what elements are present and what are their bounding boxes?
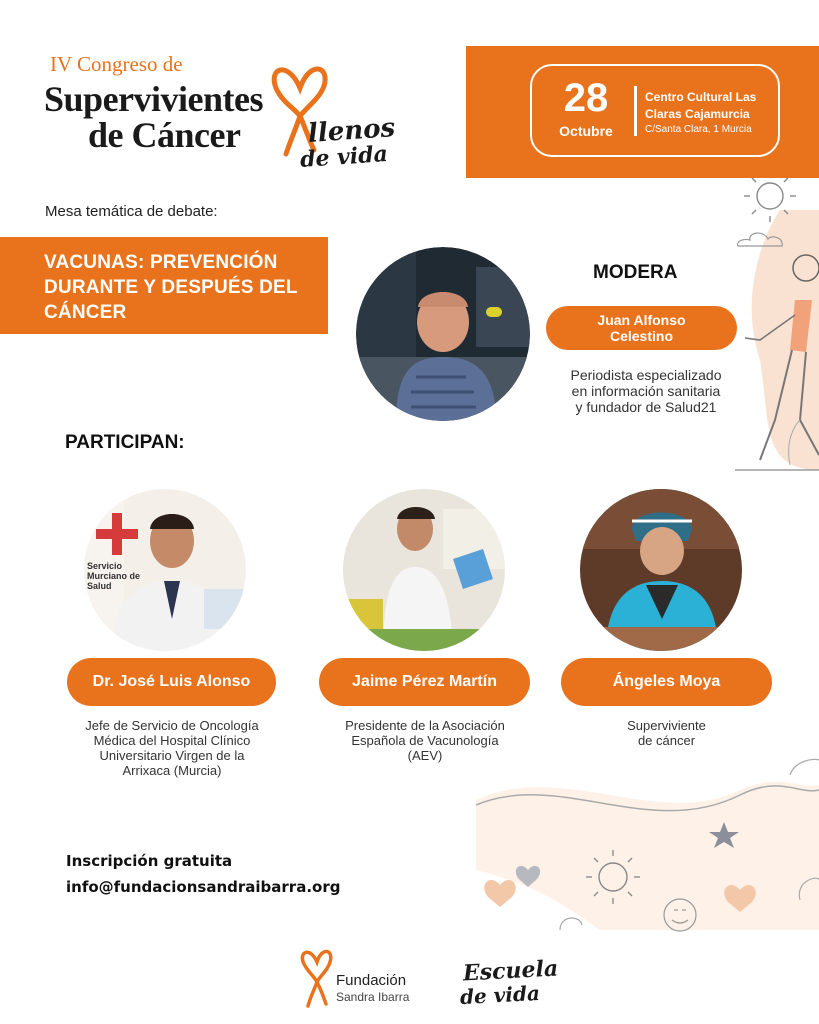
event-venue-line1: Centro Cultural Las <box>645 90 757 104</box>
registration-email-link[interactable]: info@fundacionsandraibarra.org <box>66 878 341 896</box>
participant-desc-moya <box>561 718 772 748</box>
photo-sign-text: Servicio Murciano de Salud <box>87 561 141 591</box>
participant-photo-perez <box>343 489 505 651</box>
congress-edition: IV Congreso de <box>50 52 183 76</box>
foundation-name-line2: Sandra Ibarra <box>336 990 410 1004</box>
topic-line3: CÁNCER <box>44 302 127 323</box>
bottom-right-decoration <box>476 759 819 931</box>
moderator-desc-line2: en información sanitaria <box>571 383 721 399</box>
moderator-name-line2: Celestino <box>609 328 673 344</box>
moderator-desc-line1: Periodista especializado <box>570 367 722 383</box>
event-address: C/Santa Clara, 1 Murcia <box>645 124 752 135</box>
tagline-de-vida: de vida <box>299 140 389 174</box>
moderator-name-line1: Juan Alfonso <box>597 312 686 328</box>
registration-label: Inscripción gratuita <box>66 852 233 870</box>
event-divider <box>634 86 637 136</box>
participant-photo-alonso <box>84 489 246 651</box>
moderator-photo <box>356 247 530 421</box>
topic-line2: DURANTE Y DESPUÉS DEL <box>44 277 298 298</box>
moderator-description <box>540 367 752 415</box>
participant-name-pill-perez <box>319 658 530 706</box>
participant-name-perez: Jaime Pérez Martín <box>352 673 497 690</box>
participant-desc-line: Española de Vacunología <box>351 733 499 748</box>
participant-desc-line: Jefe de Servicio de Oncología <box>85 718 259 733</box>
participants-heading: PARTICIPAN: <box>65 432 185 453</box>
moderator-desc-line3: y fundador de Salud21 <box>575 399 717 415</box>
participant-photo-moya <box>580 489 742 651</box>
participant-desc-line: Arrixaca (Murcia) <box>122 763 222 778</box>
congress-title-line2: de Cáncer <box>88 115 241 155</box>
tagline-llenos: llenos <box>307 112 397 150</box>
foundation-name-line1: Fundación <box>336 972 407 989</box>
participant-name-pill-alonso <box>67 658 276 706</box>
participant-name-pill-moya <box>561 658 772 706</box>
moderator-name-pill <box>546 306 737 350</box>
topic-line1: VACUNAS: PREVENCIÓN <box>44 252 278 273</box>
participant-desc-perez <box>316 718 534 763</box>
moderator-heading: MODERA <box>593 262 678 283</box>
escuela-logo-line1: Escuela <box>462 955 559 987</box>
foundation-ribbon-icon <box>300 940 334 1010</box>
participant-desc-line: Médica del Hospital Clínico <box>93 733 251 748</box>
event-day: 28 <box>563 76 609 120</box>
participant-name-moya: Ángeles Moya <box>612 673 721 690</box>
participant-desc-line: de cáncer <box>637 733 696 748</box>
walking-woman-illustration <box>735 210 819 470</box>
participant-desc-line: Superviviente <box>627 718 706 733</box>
event-month: Octubre <box>559 123 613 139</box>
participant-desc-alonso <box>62 718 282 778</box>
congress-title-line1: Supervivientes <box>44 79 264 119</box>
event-venue-line2: Claras Cajamurcia <box>645 107 750 121</box>
mesa-label: Mesa temática de debate: <box>45 203 218 220</box>
participant-desc-line: Presidente de la Asociación <box>345 718 505 733</box>
participant-name-alonso: Dr. José Luis Alonso <box>92 673 251 690</box>
participant-desc-line: (AEV) <box>407 748 443 763</box>
participant-desc-line: Universitario Virgen de la <box>99 748 245 763</box>
escuela-logo-line2: de vida <box>459 980 541 1010</box>
